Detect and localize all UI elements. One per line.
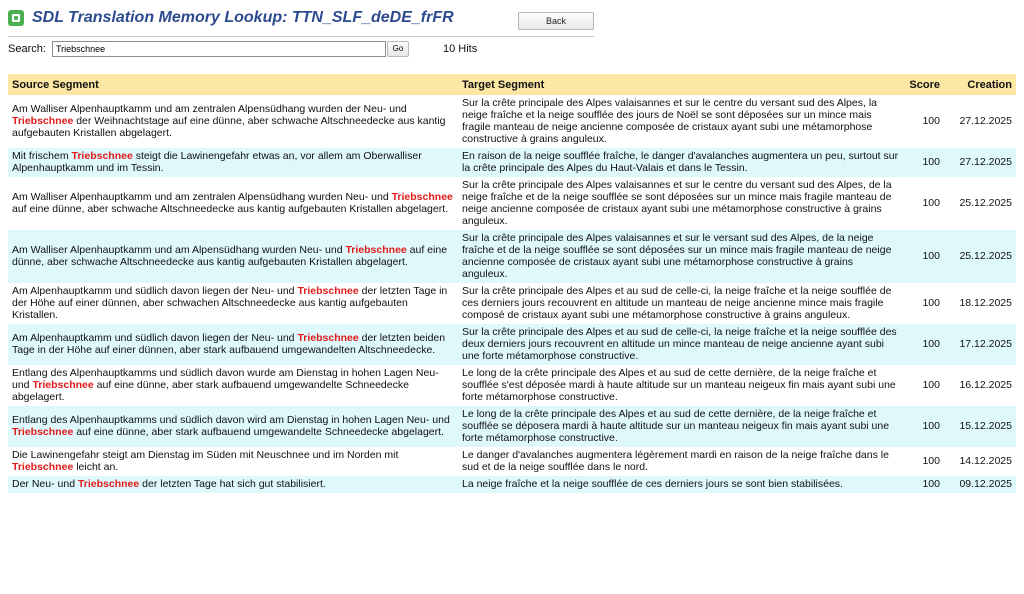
source-text: Am Walliser Alpenhauptkamm und am zentralen Alpensüdhang wurden Neu- und [12,191,392,203]
source-segment-cell [8,148,458,177]
source-text: steigt die Lawinengefahr etwas an, vor allem am Oberwalliser Alpenhauptkamm und im Tessin. [12,150,422,174]
target-segment-cell: Sur la crête principale des Alpes et au sud de celle-ci, la neige fraîche et la neige soufflée de ces derniers jours recouvrent en altitude un manteau de neige ancienne mince mais fragile composé de cristaux ayant subi une métamorphose constructive à grains anguleux. [458,283,904,324]
search-label: Search: [8,43,46,55]
source-text: auf eine dünne, aber schwache Altschneedecke aus kantig aufgebauten Kristallen abgelagert. [12,244,448,268]
table-row[interactable] [8,406,1016,447]
column-header-target[interactable]: Target Segment [458,74,904,95]
search-match-highlight: Triebschnee [345,244,407,256]
search-match-highlight: Triebschnee [297,285,359,297]
source-text: auf eine dünne, aber schwache Altschneedecke aus kantig aufgebauten Kristallen abgelagert. [12,203,449,215]
source-text: der letzten beiden Tage in der Höhe auf einer dünnen, aber stark aufbauend umgewandelten Altschneedecke. [12,332,446,356]
page-title: SDL Translation Memory Lookup: TTN_SLF_deDE_frFR [32,9,454,26]
source-text: Mit frischem [12,150,72,162]
source-text: Am Walliser Alpenhauptkamm und am Alpensüdhang wurden Neu- und [12,244,346,256]
source-segment-cell [8,324,458,365]
target-segment-cell: Le danger d'avalanches augmentera légèrement mardi en raison de la neige fraîche dans le sud et de la neige soufflée dans le nord. [458,447,904,476]
source-text: der letzten Tage in der Höhe auf einer dünnen, aber schwachen Altschneedecke aus kantig aufgebauten Kristallen. [12,285,448,321]
creation-date-cell: 27.12.2025 [944,148,1016,177]
creation-date-cell: 09.12.2025 [944,476,1016,493]
column-header-score[interactable]: Score [904,74,944,95]
table-row[interactable] [8,283,1016,324]
score-cell: 100 [904,95,944,148]
creation-date-cell: 25.12.2025 [944,177,1016,230]
search-match-highlight: Triebschnee [12,426,74,438]
source-text: Entlang des Alpenhauptkamms und südlich davon wird am Dienstag in hohen Lagen Neu- und [12,414,450,426]
go-button[interactable]: Go [387,41,409,57]
search-match-highlight: Triebschnee [391,191,453,203]
score-cell: 100 [904,476,944,493]
search-match-highlight: Triebschnee [12,461,74,473]
source-segment-cell [8,447,458,476]
source-segment-cell [8,406,458,447]
score-cell: 100 [904,177,944,230]
results-table [8,74,1016,493]
source-text: leicht an. [73,461,119,473]
source-text: der Weihnachtstage auf eine dünne, aber schwache Altschneedecke aus kantig aufgebauten Kristallen abgelagert. [12,115,446,139]
header-divider [8,36,594,37]
table-row[interactable] [8,177,1016,230]
column-header-source[interactable]: Source Segment [8,74,458,95]
back-button[interactable]: Back [518,12,594,30]
source-segment-cell [8,95,458,148]
source-segment-cell [8,283,458,324]
search-match-highlight: Triebschnee [297,332,359,344]
score-cell: 100 [904,324,944,365]
table-header-row [8,74,1016,95]
source-text: auf eine dünne, aber stark aufbauend umgewandelte Schneedecke abgelagert. [73,426,444,438]
creation-date-cell: 25.12.2025 [944,230,1016,283]
search-match-highlight: Triebschnee [12,115,74,127]
creation-date-cell: 15.12.2025 [944,406,1016,447]
score-cell: 100 [904,447,944,476]
table-row[interactable] [8,324,1016,365]
score-cell: 100 [904,230,944,283]
creation-date-cell: 18.12.2025 [944,283,1016,324]
column-header-creation[interactable]: Creation [944,74,1016,95]
creation-date-cell: 16.12.2025 [944,365,1016,406]
source-text: Entlang des Alpenhauptkamms und südlich davon wurde am Dienstag in hohen Lagen Neu- und [12,367,439,391]
source-text: Am Alpenhauptkamm und südlich davon liegen der Neu- und [12,332,298,344]
target-segment-cell: Le long de la crête principale des Alpes et au sud de cette dernière, de la neige fraîche et soufflée s'est déposée mardi à haute altitude sur un manteau neigeux fin mais ayant subi une forte métamorphose constructive. [458,365,904,406]
search-match-highlight: Triebschnee [77,478,140,490]
score-cell: 100 [904,365,944,406]
target-segment-cell: En raison de la neige soufflée fraîche, le danger d'avalanches augmentera un peu, surtout sur la crête principale des Alpes du Haut-Valais et dans le Tessin. [458,148,904,177]
target-segment-cell: Sur la crête principale des Alpes et au sud de celle-ci, la neige fraîche et la neige soufflée des deux derniers jours recouvrent en altitude un mince manteau de neige ancienne ayant subi une forte métamorphose constructive. [458,324,904,365]
target-segment-cell: La neige fraîche et la neige soufflée de ces derniers jours se sont bien stabilisées. [458,476,904,493]
table-row[interactable] [8,476,1016,493]
source-segment-cell [8,177,458,230]
hit-count: 10 Hits [443,43,478,55]
creation-date-cell: 14.12.2025 [944,447,1016,476]
source-segment-cell [8,365,458,406]
score-cell: 100 [904,283,944,324]
table-row[interactable] [8,95,1016,148]
creation-date-cell: 27.12.2025 [944,95,1016,148]
source-text: der letzten Tage hat sich gut stabilisiert. [139,478,326,490]
table-row[interactable] [8,148,1016,177]
target-segment-cell: Sur la crête principale des Alpes valaisannes et sur le centre du versant sud des Alpes, de la neige fraîche et de la neige soufflée se sont déposées sur un mince mais fragile manteau de neige ancienne composée de cristaux ayant subi une métamorphose constructive à grains anguleux. [458,177,904,230]
score-cell: 100 [904,406,944,447]
score-cell: 100 [904,148,944,177]
search-bar [8,41,568,57]
target-segment-cell: Sur la crête principale des Alpes valaisannes et sur le centre du versant sud des Alpes, la neige fraîche et la neige soufflée des jours de Noël se sont déposées sur un mince mais fragile manteau de neige ancienne composée de cristaux ayant subi une métamorphose constructive à grains anguleux. [458,95,904,148]
creation-date-cell: 17.12.2025 [944,324,1016,365]
source-text: auf eine dünne, aber stark aufbauend umgewandelte Schneedecke abgelagert. [12,379,409,403]
source-segment-cell [8,230,458,283]
target-segment-cell: Sur la crête principale des Alpes valaisannes et sur le versant sud des Alpes, de la neige fraîche et de la neige soufflée se sont déposées sur un mince mais fragile manteau de neige ancienne composée de cristaux ayant subi une métamorphose constructive à grains anguleux. [458,230,904,283]
table-row[interactable] [8,230,1016,283]
target-segment-cell: Le long de la crête principale des Alpes et au sud de cette dernière, de la neige fraîche et soufflée se déposera mardi à haute altitude sur un manteau neigeux fin mais ayant subi une forte métamorphose constructive. [458,406,904,447]
source-text: Am Alpenhauptkamm und südlich davon liegen der Neu- und [12,285,298,297]
search-match-highlight: Triebschnee [71,150,133,162]
search-match-highlight: Triebschnee [32,379,94,391]
source-text: Der Neu- und [12,478,78,490]
results-body [8,95,1016,493]
table-row[interactable] [8,365,1016,406]
app-logo-icon [8,10,24,26]
table-row[interactable] [8,447,1016,476]
source-text: Am Walliser Alpenhauptkamm und am zentralen Alpensüdhang wurden der Neu- und [12,103,407,115]
header [8,8,594,34]
search-input[interactable] [52,41,386,57]
source-text: Die Lawinengefahr steigt am Dienstag im Süden mit Neuschnee und im Norden mit [12,449,399,461]
source-segment-cell [8,476,458,493]
